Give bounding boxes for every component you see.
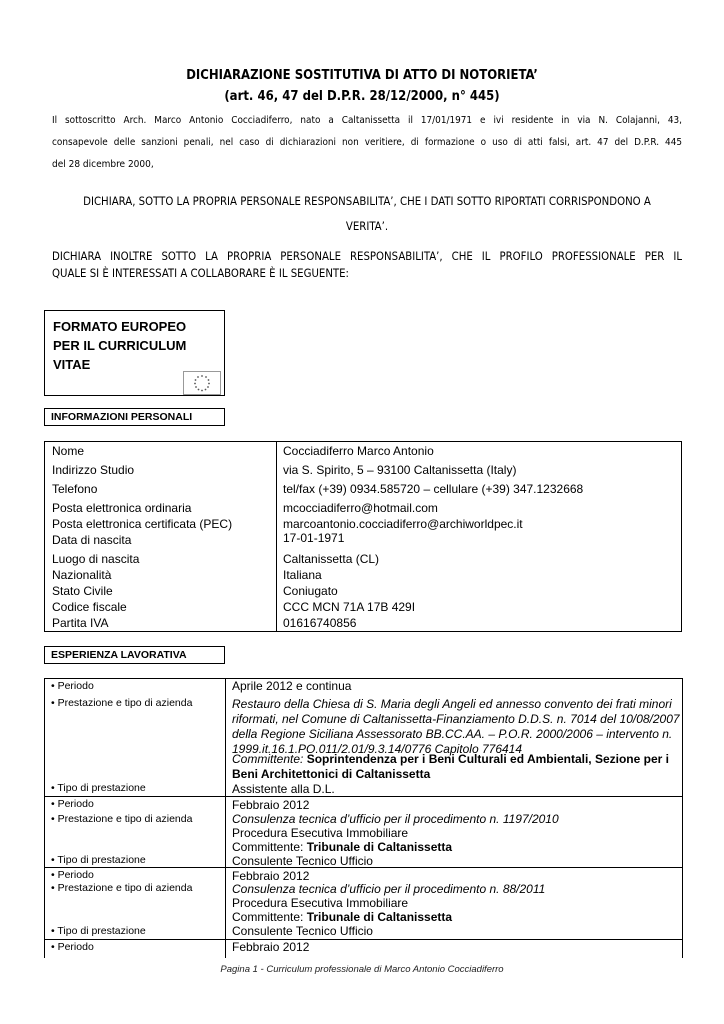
personal-label: Luogo di nascita (52, 552, 140, 566)
section-label-experience: ESPERIENZA LAVORATIVA (44, 646, 225, 664)
label-periodo: • Periodo (51, 941, 94, 953)
document-title: DICHIARAZIONE SOSTITUTIVA DI ATTO DI NOTORIETA’ (186, 68, 538, 83)
entry-periodo: Febbraio 2012 (232, 798, 310, 812)
committente-prefix: Committente: (232, 752, 307, 766)
label-prestazione: • Prestazione e tipo di azienda (51, 882, 193, 894)
intro-line: Il sottoscritto Arch. Marco Antonio Cocciadiferro, nato a Caltanissetta il 17/01/1971 e ivi residente in via N. Colajanni, 43, (52, 115, 682, 126)
entry-description-line: Consulenza tecnica d’ufficio per il procedimento n. 1197/2010 (232, 812, 559, 826)
committente-value: Beni Architettonici di Caltanissetta (232, 767, 431, 781)
entry-tipo: Assistente alla D.L. (232, 782, 335, 796)
label-tipo: • Tipo di prestazione (51, 925, 146, 937)
entry-description-line: Restauro della Chiesa di S. Maria degli Angeli ed annesso convento dei frati minori (232, 697, 672, 711)
label-tipo: • Tipo di prestazione (51, 854, 146, 866)
personal-value: Cocciadiferro Marco Antonio (283, 444, 434, 458)
entry-description (232, 882, 545, 938)
document-subtitle: (art. 46, 47 del D.P.R. 28/12/2000, n° 445) (224, 89, 500, 104)
label-prestazione: • Prestazione e tipo di azienda (51, 697, 193, 709)
personal-label: Telefono (52, 482, 98, 496)
entry-description-line: della Regione Siciliana Assessorato BB.CC.AA. – P.O.R. 2000/2006 – intervento n. (232, 727, 673, 741)
intro-line: consapevole delle sanzioni penali, nel caso di dichiarazioni non veritiere, di formazione o uso di atti falsi, art. 47 del D.P.R. 445 (52, 137, 682, 148)
entry-description (232, 697, 680, 757)
cv-format-line: PER IL CURRICULUM (53, 338, 187, 353)
personal-value: Italiana (283, 568, 322, 582)
personal-label: Indirizzo Studio (52, 463, 135, 477)
entry-procedura: Procedura Esecutiva Immobiliare (232, 896, 409, 910)
personal-label: Stato Civile (52, 584, 113, 598)
personal-value: Coniugato (283, 584, 338, 598)
label-prestazione: • Prestazione e tipo di azienda (51, 813, 193, 825)
entry-description-line: riformati, nel Comune di Caltanissetta-Finanziamento D.D.S. n. 7014 del 10/08/2007 (232, 712, 680, 726)
personal-label: Codice fiscale (52, 600, 127, 614)
label-periodo: • Periodo (51, 798, 94, 810)
committente-value: Tribunale di Caltanissetta (306, 840, 453, 854)
declaration-profile (52, 248, 682, 282)
entry-tipo: Consulente Tecnico Ufficio (232, 854, 373, 868)
entry-committente (232, 752, 669, 782)
entry-procedura: Procedura Esecutiva Immobiliare (232, 826, 409, 840)
personal-label: Posta elettronica certificata (PEC) (52, 517, 233, 531)
intro-line: del 28 dicembre 2000, (52, 159, 154, 170)
personal-label: Data di nascita (52, 533, 132, 547)
label-tipo: • Tipo di prestazione (51, 782, 146, 794)
personal-value: tel/fax (+39) 0934.585720 – cellulare (+39) 347.1232668 (283, 482, 584, 496)
committente-value: Tribunale di Caltanissetta (306, 910, 453, 924)
label-periodo: • Periodo (51, 869, 94, 881)
cv-format-line: VITAE (53, 357, 91, 372)
personal-value: 01616740856 (283, 616, 357, 630)
personal-value: 17-01-1971 (283, 531, 345, 545)
entry-periodo: Aprile 2012 e continua (232, 679, 352, 693)
personal-value: via S. Spirito, 5 – 93100 Caltanissetta (Italy) (283, 463, 517, 477)
committente-prefix: Committente: (232, 840, 307, 854)
declaration-profile-line: DICHIARA INOLTRE SOTTO LA PROPRIA PERSONALE RESPONSABILITA’, CHE IL PROFILO PROFESSIONALE PER IL (52, 250, 682, 263)
personal-value: Caltanissetta (CL) (283, 552, 380, 566)
declaration-profile-line: QUALE SI È INTERESSATI A COLLABORARE È IL SEGUENTE: (52, 267, 349, 280)
entry-periodo: Febbraio 2012 (232, 869, 310, 883)
personal-label: Posta elettronica ordinaria (52, 501, 192, 515)
declaration-line: DICHIARA, SOTTO LA PROPRIA PERSONALE RESPONSABILITA’, CHE I DATI SOTTO RIPORTATI CORRISPONDONO A (83, 195, 651, 208)
personal-label: Partita IVA (52, 616, 109, 630)
intro-paragraph (52, 110, 682, 176)
personal-value: mcocciadiferro@hotmail.com (283, 501, 438, 515)
personal-label: Nome (52, 444, 85, 458)
cv-format-line: FORMATO EUROPEO (53, 319, 187, 334)
cv-format-box (44, 310, 225, 396)
declaration-line: VERITA’. (345, 220, 389, 233)
committente-value: Soprintendenza per i Beni Culturali ed Ambientali, Sezione per i (306, 752, 669, 766)
entry-description-line: 1999.it.16.1.PO.011/2.01/9.3.14/0776 Capitolo 776414 (232, 742, 523, 756)
entry-tipo: Consulente Tecnico Ufficio (232, 924, 373, 938)
committente-prefix: Committente: (232, 910, 307, 924)
personal-value: marcoantonio.cocciadiferro@archiworldpec.it (283, 517, 523, 531)
personal-value: CCC MCN 71A 17B 429I (283, 600, 416, 614)
personal-label: Nazionalità (52, 568, 112, 582)
label-periodo: • Periodo (51, 680, 94, 692)
entry-description-line: Consulenza tecnica d’ufficio per il procedimento n. 88/2011 (232, 882, 546, 896)
eu-flag-icon (183, 371, 221, 395)
entry-periodo: Febbraio 2012 (232, 940, 310, 954)
page-footer: Pagina 1 - Curriculum professionale di Marco Antonio Cocciadiferro (220, 964, 504, 975)
entry-description (232, 812, 559, 868)
section-label-personal: INFORMAZIONI PERSONALI (44, 408, 225, 426)
